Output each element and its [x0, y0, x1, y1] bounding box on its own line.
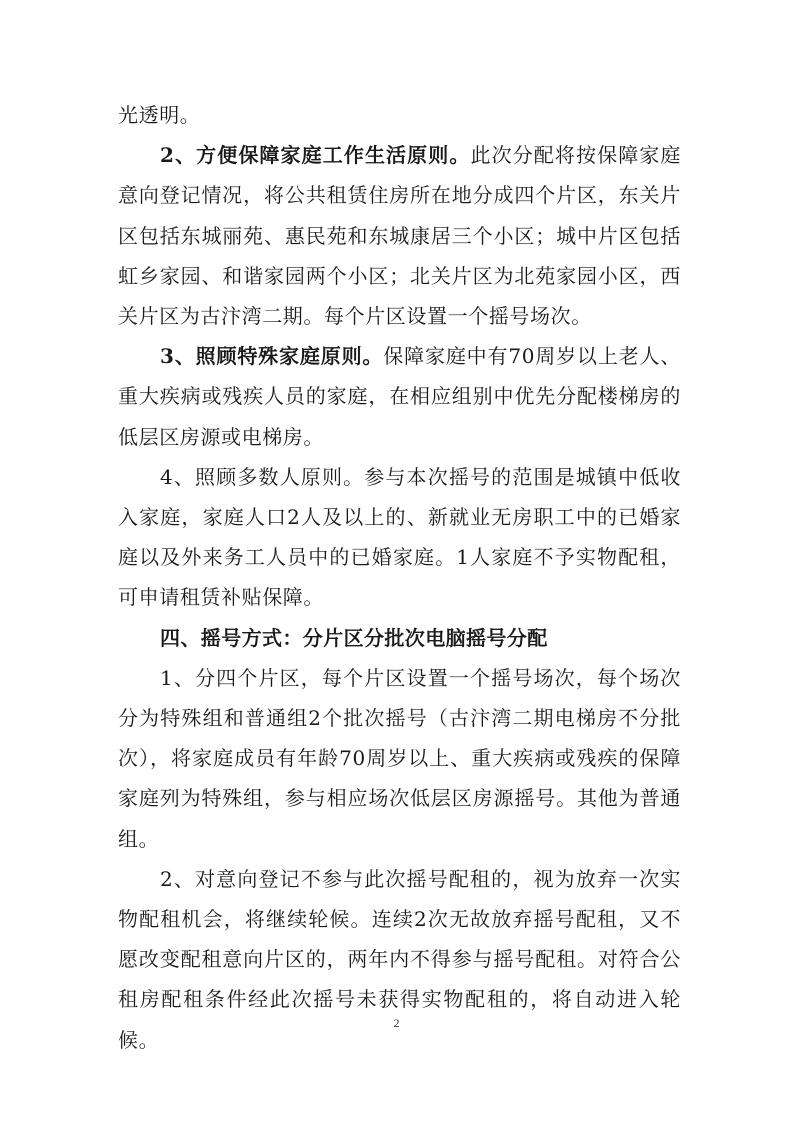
principle-3-body: 保障家庭中有70周岁以上老人、重大疾病或残疾人员的家庭，在相应组别中优先分配楼梯房的低层区房源或电梯房。	[118, 344, 681, 449]
paragraph-principle-3	[118, 336, 681, 457]
paragraph-principle-4: 4、照顾多数人原则。参与本次摇号的范围是城镇中低收入家庭，家庭人口2人及以上的、新就业无房职工中的已婚家庭以及外来务工人员中的已婚家庭。1人家庭不予实物配租，可申请租赁补贴保障。	[118, 464, 681, 610]
paragraph-method-2: 2、对意向登记不参与此次摇号配租的，视为放弃一次实物配租机会，将继续轮候。连续2次无故放弃摇号配租，又不愿改变配租意向片区的，两年内不得参与摇号配租。对符合公租房配租条件经此次摇号未获得实物配租的，将自动进入轮候。	[118, 866, 681, 1052]
principle-2-label: 2、方便保障家庭工作生活原则。	[160, 143, 471, 168]
paragraph-principle-2	[118, 135, 681, 336]
section-heading: 四、摇号方式：分片区分批次电脑摇号分配	[160, 625, 548, 650]
principle-3-label: 3、照顾特殊家庭原则。	[160, 344, 384, 369]
paragraph-method-1: 1、分四个片区，每个片区设置一个摇号场次，每个场次分为特殊组和普通组2个批次摇号（古汴湾二期电梯房不分批次），将家庭成员有年龄70周岁以上、重大疾病或残疾的保障家庭列为特殊组，参与相应场次低层区房源摇号。其他为普通组。	[118, 665, 681, 851]
paragraph-continuation: 光透明。	[118, 103, 201, 127]
page-number: 2	[393, 1016, 400, 1030]
body-text	[118, 95, 681, 1060]
principle-2-body: 此次分配将按保障家庭意向登记情况，将公共租赁住房所在地分成四个片区，东关片区包括东城丽苑、惠民苑和东城康居三个小区；城中片区包括虹乡家园、和谐家园两个小区；北关片区为北苑家园小区，西关片区为古汴湾二期。每个片区设置一个摇号场次。	[118, 143, 681, 329]
